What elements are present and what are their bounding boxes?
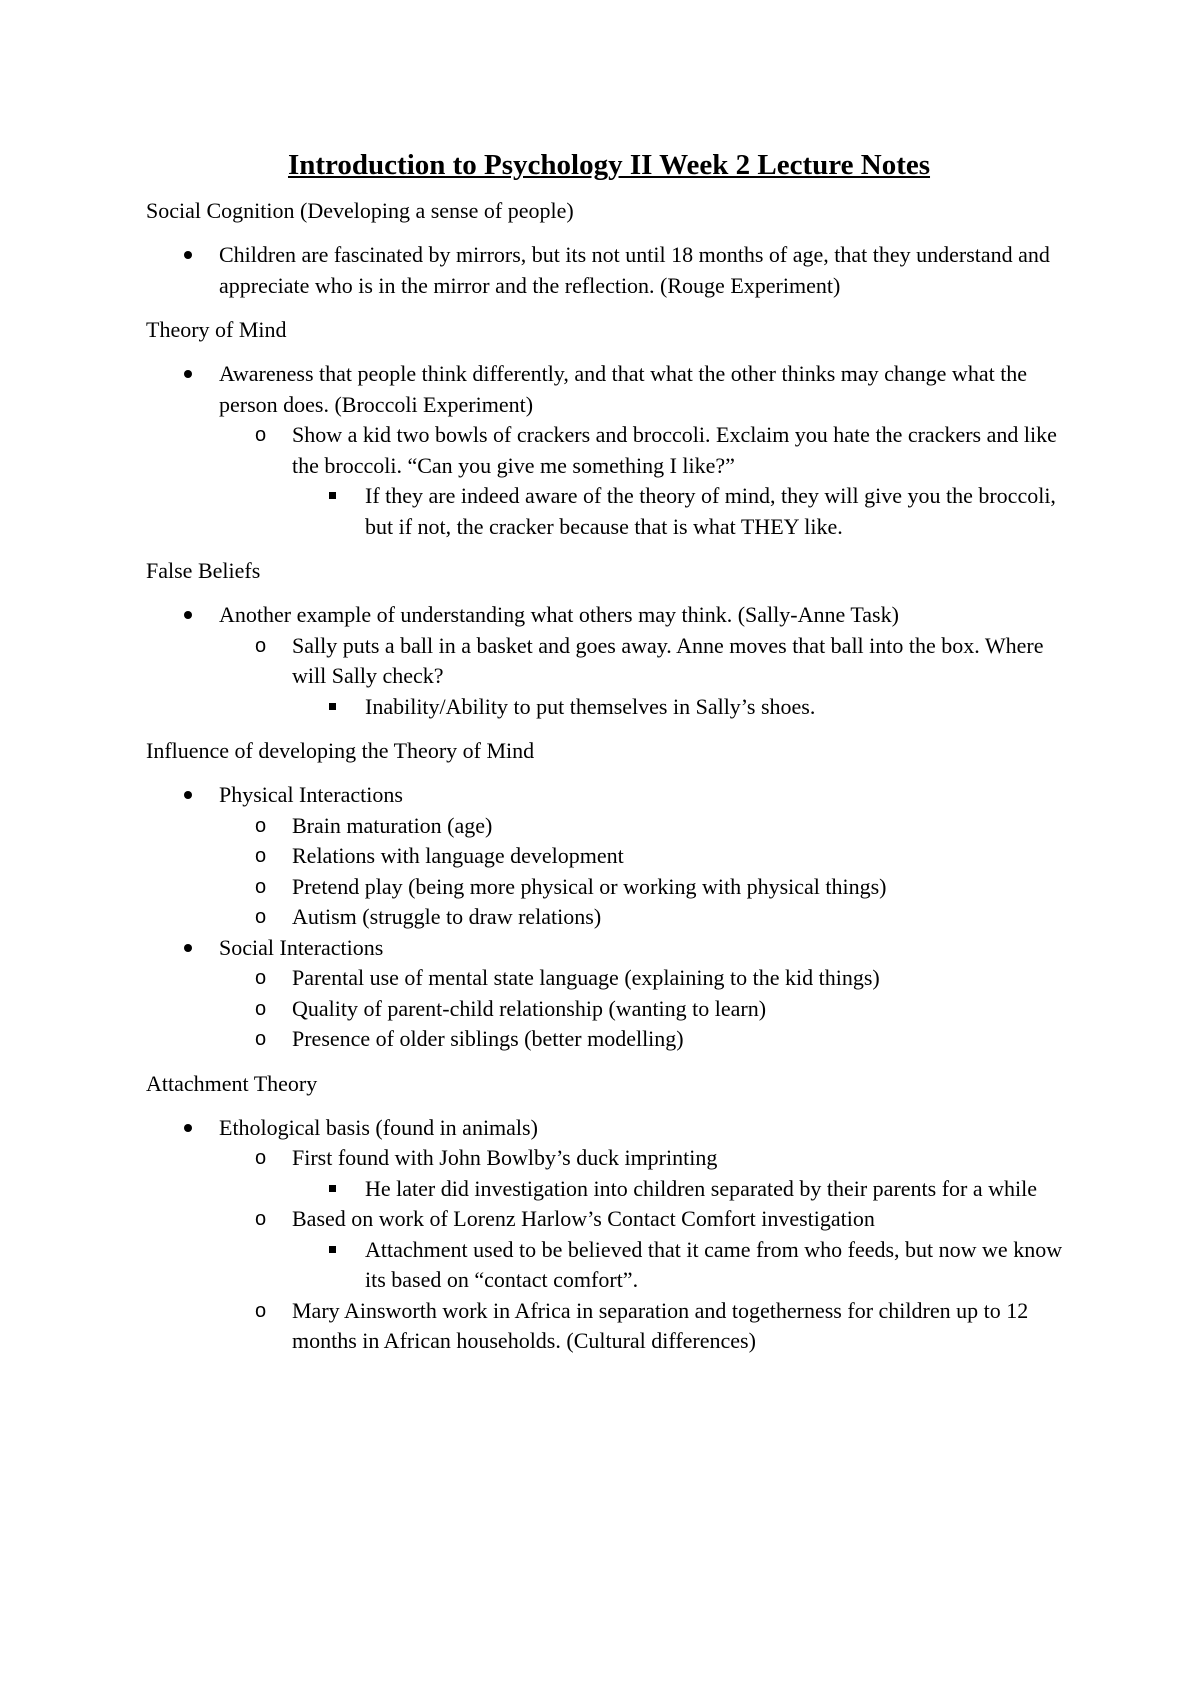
bullet-dot-shape	[184, 944, 192, 952]
section	[146, 556, 1072, 722]
bullet-square-shape	[329, 1185, 336, 1192]
bullet-item	[146, 780, 1072, 811]
circle-bullet-icon: o	[255, 845, 267, 867]
sub-bullet-item	[146, 872, 1072, 903]
bullet-item	[146, 600, 1072, 631]
sub-bullet-list	[146, 631, 1072, 692]
item-text: Awareness that people think differently, and that what the other thinks may change what the person does. (Broccoli Experiment)	[219, 361, 1028, 417]
item-text: Pretend play (being more physical or working with physical things)	[292, 873, 887, 899]
bullet-list	[146, 240, 1072, 301]
bullet-square-shape	[329, 1246, 336, 1253]
sub-bullet-list	[146, 811, 1072, 842]
sub-bullet-list	[146, 1204, 1072, 1235]
sub-bullet-item	[146, 994, 1072, 1025]
sub-bullet-item	[146, 1024, 1072, 1055]
circle-bullet-icon: o	[255, 1208, 267, 1230]
sub-bullet-list	[146, 963, 1072, 994]
sub-bullet-item	[146, 841, 1072, 872]
circle-bullet-icon: o	[255, 424, 267, 446]
item-text: Relations with language development	[292, 843, 624, 868]
sub-sub-bullet-list	[146, 481, 1072, 542]
circle-bullet-icon: o	[255, 1028, 267, 1050]
bullet-list	[146, 359, 1072, 542]
bullet-dot-shape	[184, 611, 192, 619]
item-text: Inability/Ability to put themselves in Sally’s shoes.	[365, 693, 816, 719]
circle-bullet-icon: o	[255, 814, 267, 837]
sub-bullet-item	[146, 420, 1072, 481]
bullet-dot-shape	[184, 251, 192, 259]
section	[146, 736, 1072, 1055]
sub-bullet-list	[146, 841, 1072, 872]
sub-bullet-list	[146, 872, 1072, 903]
bullet-list	[146, 780, 1072, 1055]
section	[146, 315, 1072, 542]
sub-sub-bullet-list	[146, 692, 1072, 723]
bullet-item	[146, 359, 1072, 420]
circle-bullet-icon: o	[255, 875, 267, 898]
sub-sub-bullet-list	[146, 1235, 1072, 1296]
sections-container	[146, 196, 1072, 1357]
sub-sub-bullet-item	[146, 692, 1072, 723]
item-text: Children are fascinated by mirrors, but its not until 18 months of age, that they understand and appreciate who is in the mirror and the reflection. (Rouge Experiment)	[219, 242, 1050, 298]
bullet-list	[146, 1113, 1072, 1357]
sub-bullet-list	[146, 420, 1072, 481]
circle-bullet-icon: o	[255, 997, 267, 1020]
section-heading: Influence of developing the Theory of Mind	[146, 738, 535, 763]
circle-bullet-icon: o	[255, 1147, 267, 1169]
bullet-item	[146, 933, 1072, 964]
item-text: Ethological basis (found in animals)	[219, 1114, 538, 1140]
item-text: Sally puts a ball in a basket and goes away. Anne moves that ball into the box. Where will Sally check?	[292, 632, 1044, 688]
item-text: Attachment used to be believed that it came from who feeds, but now we know its based on “contact comfort”.	[365, 1236, 1063, 1292]
bullet-item	[146, 240, 1072, 301]
item-text: Show a kid two bowls of crackers and broccoli. Exclaim you hate the crackers and like the broccoli. “Can you give me something I like?”	[292, 422, 1057, 478]
section-heading: Attachment Theory	[146, 1070, 318, 1096]
item-text: Autism (struggle to draw relations)	[292, 904, 602, 929]
sub-sub-bullet-item	[146, 1174, 1072, 1205]
bullet-square-shape	[329, 703, 336, 710]
sub-bullet-item	[146, 1143, 1072, 1174]
sub-sub-bullet-item	[146, 1235, 1072, 1296]
sub-sub-bullet-item	[146, 481, 1072, 542]
section	[146, 1069, 1072, 1357]
sub-bullet-item	[146, 631, 1072, 692]
item-text: Presence of older siblings (better modelling)	[292, 1026, 684, 1051]
item-text: If they are indeed aware of the theory of mind, they will give you the broccoli, but if not, the cracker because that is what THEY like.	[365, 483, 1056, 539]
sub-bullet-list	[146, 902, 1072, 933]
item-text: Physical Interactions	[219, 782, 403, 807]
item-text: Mary Ainsworth work in Africa in separation and togetherness for children up to 12 months in African households. (Cultural differences)	[292, 1297, 1029, 1353]
section-heading: Theory of Mind	[146, 317, 287, 342]
section-heading: Social Cognition (Developing a sense of people)	[146, 198, 574, 223]
document-title: Introduction to Psychology II Week 2 Lecture Notes	[287, 149, 931, 181]
sub-sub-bullet-list	[146, 1174, 1072, 1205]
document-body	[146, 146, 1072, 1371]
sub-bullet-item	[146, 1296, 1072, 1357]
bullet-item	[146, 1113, 1072, 1144]
item-text: Quality of parent-child relationship (wanting to learn)	[292, 995, 767, 1021]
bullet-square-shape	[329, 492, 336, 499]
circle-bullet-icon: o	[255, 967, 267, 989]
section-heading: False Beliefs	[146, 558, 261, 583]
item-text: Parental use of mental state language (explaining to the kid things)	[292, 965, 880, 990]
item-text: Another example of understanding what others may think. (Sally-Anne Task)	[219, 602, 899, 627]
section	[146, 196, 1072, 301]
item-text: Brain maturation (age)	[292, 812, 493, 838]
sub-bullet-list	[146, 994, 1072, 1025]
item-text: He later did investigation into children separated by their parents for a while	[365, 1175, 1037, 1201]
item-text: Social Interactions	[219, 934, 384, 960]
sub-bullet-list	[146, 1143, 1072, 1174]
bullet-dot-shape	[184, 1124, 192, 1132]
bullet-list	[146, 600, 1072, 722]
sub-bullet-list	[146, 1296, 1072, 1357]
sub-bullet-item	[146, 1204, 1072, 1235]
circle-bullet-icon: o	[255, 906, 267, 928]
sub-bullet-item	[146, 811, 1072, 842]
sub-bullet-item	[146, 963, 1072, 994]
circle-bullet-icon: o	[255, 634, 267, 657]
circle-bullet-icon: o	[255, 1299, 267, 1322]
item-text: First found with John Bowlby’s duck imprinting	[292, 1145, 718, 1170]
bullet-dot-shape	[184, 370, 192, 378]
sub-bullet-list	[146, 1024, 1072, 1055]
bullet-dot-shape	[184, 791, 192, 799]
item-text: Based on work of Lorenz Harlow’s Contact Comfort investigation	[292, 1206, 875, 1231]
sub-bullet-item	[146, 902, 1072, 933]
